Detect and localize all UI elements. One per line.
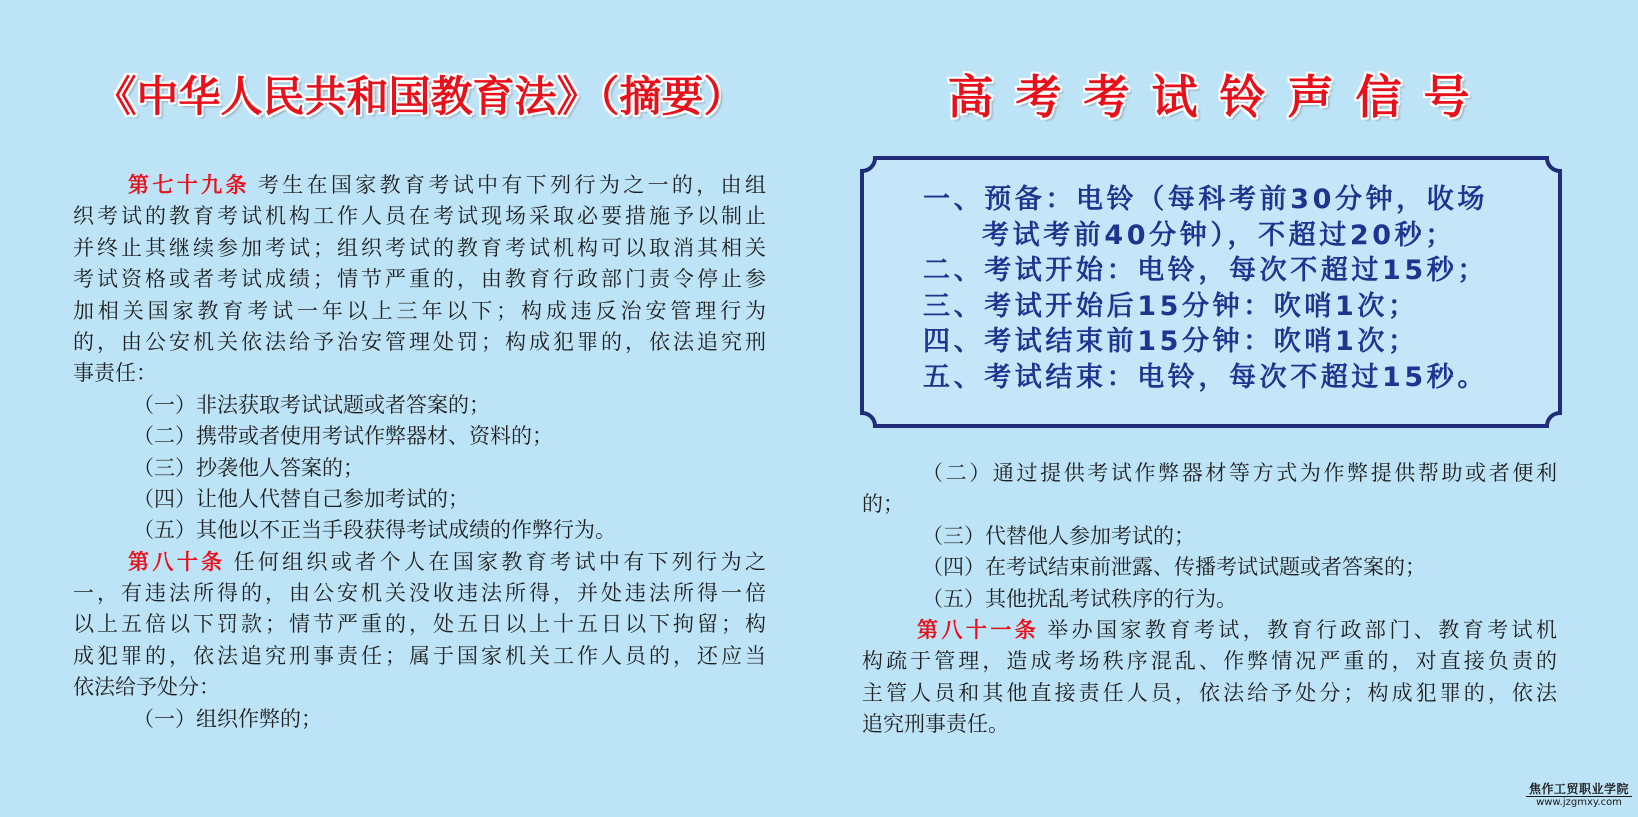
article-81-label: 第八十一条: [917, 617, 1040, 642]
list-item: （四）让他人代替自己参加考试的；: [133, 486, 469, 511]
law-continued-text: [862, 458, 1557, 741]
text-line: 加相关国家教育考试一年以上三年以下；构成违反治安管理行为: [73, 298, 766, 323]
article-79-line: [73, 170, 766, 201]
text-line: 依法给予处分：: [73, 675, 220, 700]
article-79-label: 第七十九条: [128, 173, 250, 197]
text-line: 的，由公安机关依法给予治安管理处罚；构成犯罪的，依法追究刑: [73, 329, 766, 354]
text-line: 主管人员和其他直接责任人员，依法给予处分；构成犯罪的，依法: [862, 680, 1557, 705]
list-item: （五）其他以不正当手段获得考试成绩的作弊行为。: [133, 518, 616, 543]
text-line: 以上五倍以下罚款；情节严重的，处五日以上十五日以下拘留；构: [73, 612, 766, 637]
list-item: （二）通过提供考试作弊器材等方式为作弊提供帮助或者便利: [922, 461, 1557, 485]
signal-item-continued: 考试考前40分钟），不超过20秒；: [982, 219, 1456, 251]
signal-item: 一、预备：电铃（每科考前30分钟，收场: [923, 184, 1488, 215]
signal-item: 二、考试开始：电铃，每次不超过15秒；: [923, 255, 1488, 287]
text-line: 织考试的教育考试机构工作人员在考试现场采取必要措施予以制止: [73, 204, 766, 229]
article-80-line: [73, 547, 766, 578]
school-name: 焦作工贸职业学院: [1528, 782, 1629, 796]
school-logo: [1526, 782, 1632, 809]
text-line: 构疏于管理，造成考场秩序混乱、作弊情况严重的，对直接负责的: [862, 649, 1557, 674]
law-excerpt-text: [73, 170, 766, 735]
law-excerpt-title: 《中华人民共和国教育法》（摘要）: [94, 72, 746, 121]
list-item: （三）代替他人参加考试的；: [922, 523, 1195, 548]
article-81-text: 举办国家教育考试，教育行政部门、教育考试机: [1047, 617, 1557, 642]
bell-signal-list: [923, 182, 1543, 396]
signal-item: 五、考试结束：电铃，每次不超过15秒。: [923, 361, 1488, 393]
article-79-text: 考生在国家教育考试中有下列行为之一的，由组: [257, 173, 766, 197]
list-item: （四）在考试结束前泄露、传播考试试题或者答案的；: [922, 555, 1426, 580]
text-line: 一，有违法所得的，由公安机关没收违法所得，并处违法所得一倍: [73, 581, 766, 606]
signal-item: 三、考试开始后15分钟：吹哨1次；: [923, 290, 1419, 322]
bell-signal-title: 高 考 考 试 铃 声 信 号: [947, 70, 1473, 124]
list-item: （一）非法获取考试试题或者答案的；: [133, 392, 490, 417]
list-item: （三）抄袭他人答案的；: [133, 455, 364, 480]
text-line: 追究刑事责任。: [862, 712, 1009, 737]
list-item: （二）携带或者使用考试作弊器材、资料的；: [133, 424, 553, 449]
school-url: www.jzgmxy.com: [1526, 796, 1632, 809]
text-line: 成犯罪的，依法追究刑事责任；属于国家机关工作人员的，还应当: [73, 643, 766, 668]
article-80-text: 任何组织或者个人在国家教育考试中有下列行为之: [233, 549, 766, 574]
article-80-label: 第八十条: [128, 549, 226, 574]
text-line: 事责任：: [73, 361, 157, 386]
list-item: （一）组织作弊的；: [133, 706, 322, 731]
text-line: 考试资格或者考试成绩；情节严重的，由教育行政部门责令停止参: [73, 267, 766, 292]
article-81-line: [862, 615, 1557, 646]
text-line: 并终止其继续参加考试；组织考试的教育考试机构可以取消其相关: [73, 235, 766, 260]
signal-item: 四、考试结束前15分钟：吹哨1次；: [923, 326, 1419, 358]
text-line: 的；: [862, 492, 904, 517]
list-item: （五）其他扰乱考试秩序的行为。: [922, 586, 1237, 611]
